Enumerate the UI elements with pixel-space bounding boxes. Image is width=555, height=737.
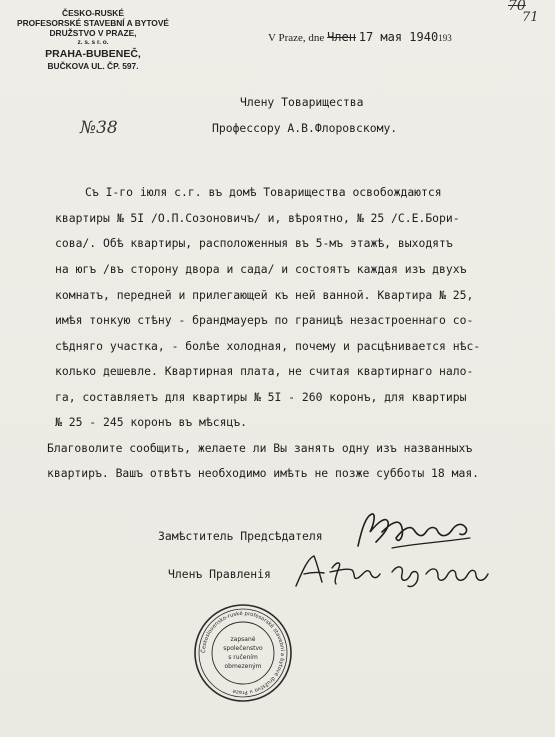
body-line: га, составляетъ для квартиры № 5I - 260 коронъ, для квартиры: [55, 390, 467, 404]
stamp-center-line: zapsané: [230, 636, 256, 643]
body-line: квартиръ. Вашъ отвѣтъ необходимо имѣть не позже субботы 18 мая.: [47, 466, 480, 480]
body-line: сѣдняго участка, - болѣе холодная, почему и расцѣнивается нѣс-: [55, 339, 481, 353]
stamp-center-line: společenstvo: [223, 645, 263, 652]
document-number: №38: [80, 118, 118, 138]
place-date: [268, 30, 452, 44]
body-line: Благоволите сообщить, желаете ли Вы занять одну изъ названныхъ: [47, 441, 473, 455]
addressee-line-2: Профессору А.В.Флоровскому.: [212, 121, 398, 135]
body-line: сова/. Обѣ квартиры, расположенныя въ 5-мъ этажѣ, выходятъ: [55, 236, 453, 250]
letterhead-line-4: z. s. s r. o.: [77, 39, 109, 46]
letterhead-line-5: PRAHA-BUBENEČ,: [45, 48, 141, 60]
date-value: 17 мая 1940: [358, 30, 439, 44]
date-year-suffix: 193: [438, 33, 452, 43]
stamp-center-line: s ručením: [228, 654, 258, 661]
stamp-center-line: obmezeným: [224, 663, 262, 670]
board-member-signature: [292, 552, 502, 592]
body-line: № 25 - 245 коронъ въ мѣсяцъ.: [55, 415, 248, 429]
stamp-ring-text: Československo-ruské profesorské stavební a bytové družstvo v Praze: [200, 610, 286, 696]
deputy-chairman-signature: [352, 508, 480, 553]
body-line: квартиры № 5I /О.П.Созоновичъ/ и, вѣроятно, № 25 /С.Е.Бори-: [55, 211, 460, 225]
body-line: колько дешевле. Квартирная плата, не считая квартирнаго нало-: [55, 364, 474, 378]
body-line: на югъ /въ сторону двора и сада/ и состоятъ каждая изъ двухъ: [55, 262, 467, 276]
body-line: имѣя тонкую стѣну - брандмауеръ по границѣ незастроеннаго со-: [55, 313, 474, 327]
stamp-center-text: [193, 635, 293, 671]
date-prefix: V Praze, dne: [268, 32, 325, 44]
addressee-line-1: Члену Товарищества: [240, 95, 364, 109]
body-line: комнатъ, передней и прилегающей къ ней ванной. Квартира № 25,: [55, 288, 474, 302]
date-struck-word: Член: [327, 30, 356, 44]
letterhead-line-6: BUČKOVA UL. ČP. 597.: [47, 61, 139, 71]
letterhead: [8, 8, 178, 71]
letterhead-line-1: ČESKO-RUSKÉ: [62, 8, 124, 18]
letterhead-line-3: DRUŽSTVO V PRAZE,: [49, 28, 137, 38]
archive-number: 71: [522, 10, 539, 25]
body-line: Съ I-го iюля с.г. въ домѣ Товарищества освобождаются: [85, 185, 442, 199]
board-member-title: Членъ Правленiя: [168, 567, 271, 581]
archive-number-struck: 70: [508, 0, 526, 14]
letterhead-line-2: PROFESORSKÉ STAVEBNÍ A BYTOVÉ: [16, 18, 169, 28]
deputy-chairman-title: Замѣститель Предсѣдателя: [158, 529, 323, 543]
cooperative-stamp: [193, 603, 293, 703]
